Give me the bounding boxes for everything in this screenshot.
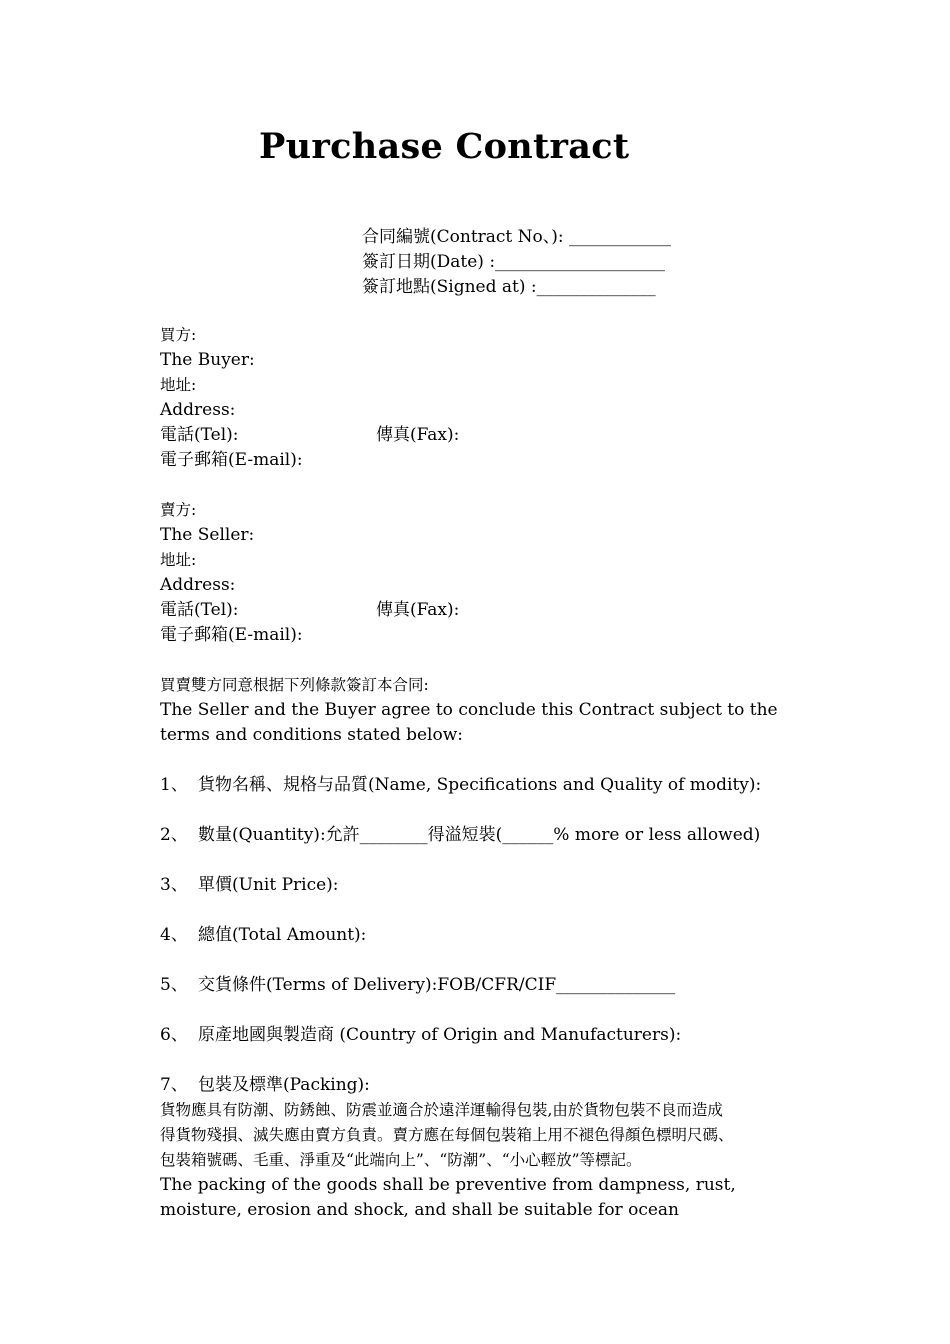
document-title: Purchase Contract	[259, 126, 630, 167]
seller-address-zh: 地址:	[160, 551, 197, 569]
packing-zh-line: 得貨物殘損、滅失應由賣方負責。賣方應在每個包裝箱上用不褪色得顏色標明尺碼、	[160, 1126, 734, 1144]
packing-paragraph-en	[160, 1173, 820, 1223]
clause-item	[160, 973, 820, 998]
seller-section	[160, 498, 820, 648]
clause-number: 1、	[160, 775, 188, 795]
buyer-email: 電子郵箱(E-mail):	[160, 450, 303, 470]
clause-item	[160, 823, 820, 848]
buyer-label-en: The Buyer:	[160, 350, 255, 370]
buyer-section	[160, 323, 820, 473]
seller-address-en: Address:	[160, 575, 236, 595]
clause-number: 3、	[160, 875, 188, 895]
clause-text: 交貨條件(Terms of Delivery):FOB/CFR/CIF______________	[198, 975, 676, 995]
seller-email: 電子郵箱(E-mail):	[160, 625, 303, 645]
buyer-tel: 電話(Tel):	[160, 425, 239, 445]
buyer-address-en: Address:	[160, 400, 236, 420]
agreement-en: The Seller and the Buyer agree to conclude this Contract subject to the terms and conditions stated below:	[160, 700, 778, 745]
packing-paragraph-zh	[160, 1098, 820, 1173]
clause-text: 單價(Unit Price):	[198, 875, 339, 895]
clause-item	[160, 873, 820, 898]
signed-at-line: 簽訂地點(Signed at) :______________	[362, 277, 656, 297]
packing-en-line: The packing of the goods shall be preventive from dampness, rust,	[160, 1175, 736, 1195]
contract-meta	[362, 225, 671, 300]
buyer-address-zh: 地址:	[160, 376, 197, 394]
packing-en-line: moisture, erosion and shock, and shall be suitable for ocean	[160, 1200, 679, 1220]
seller-label-en: The Seller:	[160, 525, 255, 545]
seller-label-zh: 賣方:	[160, 501, 197, 519]
contract-number-line: 合同編號(Contract No、): ____________	[362, 227, 672, 247]
agreement-zh: 買賣雙方同意根据下列條款簽訂本合同:	[160, 676, 429, 694]
clause-text: 包裝及標準(Packing):	[198, 1075, 370, 1095]
clause-item	[160, 1073, 820, 1098]
packing-zh-line: 包裝箱號碼、毛重、淨重及“此端向上”、“防潮”、“小心輕放”等標記。	[160, 1151, 642, 1169]
clause-number: 2、	[160, 825, 188, 845]
seller-tel: 電話(Tel):	[160, 600, 239, 620]
clause-text: 數量(Quantity):允許________得溢短裝(______% more or less allowed)	[198, 825, 761, 845]
clause-item	[160, 923, 820, 948]
contract-body	[160, 323, 820, 1223]
clause-number: 5、	[160, 975, 188, 995]
clause-number: 6、	[160, 1025, 188, 1045]
clause-number: 7、	[160, 1075, 188, 1095]
clause-text: 總值(Total Amount):	[198, 925, 367, 945]
date-line: 簽訂日期(Date) :____________________	[362, 252, 666, 272]
clause-text: 貨物名稱、規格与品質(Name, Specifications and Quality of modity):	[198, 775, 762, 795]
buyer-fax: 傳真(Fax):	[376, 425, 460, 445]
clause-number: 4、	[160, 925, 188, 945]
clause-item	[160, 773, 820, 798]
clause-item	[160, 1023, 820, 1048]
seller-fax: 傳真(Fax):	[376, 600, 460, 620]
buyer-contact-row	[160, 423, 820, 448]
seller-contact-row	[160, 598, 820, 623]
buyer-label-zh: 買方:	[160, 326, 197, 344]
clause-text: 原產地國與製造商 (Country of Origin and Manufacturers):	[198, 1025, 682, 1045]
packing-zh-line: 貨物應具有防潮、防銹蝕、防震並適合於遠洋運輸得包裝,由於貨物包裝不良而造成	[160, 1101, 723, 1119]
